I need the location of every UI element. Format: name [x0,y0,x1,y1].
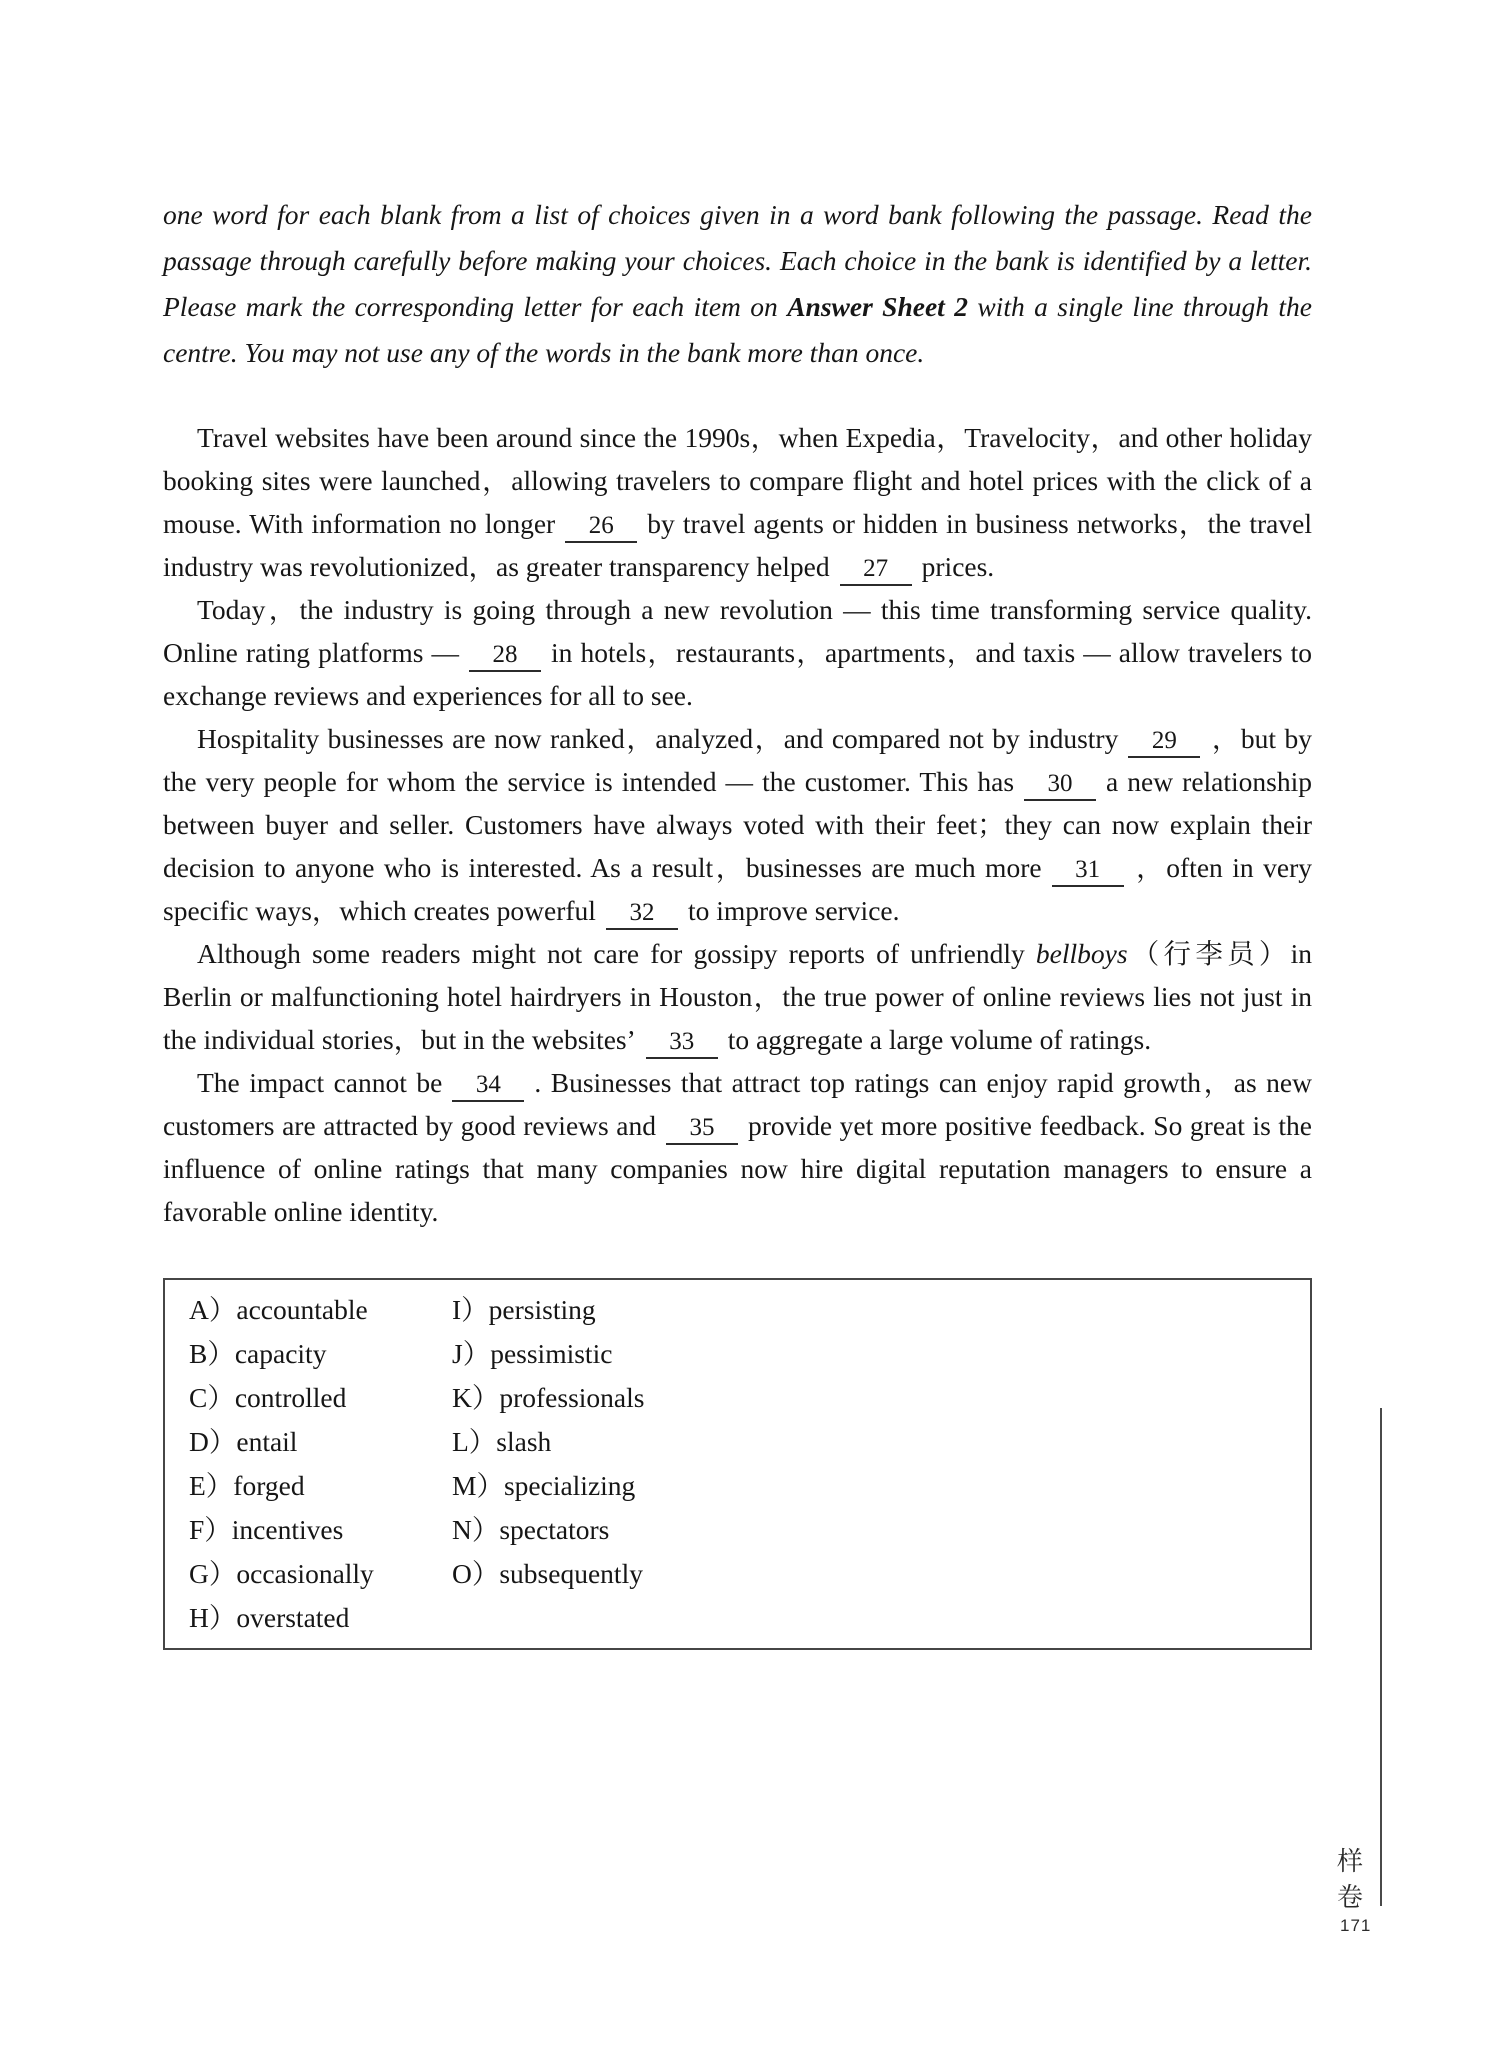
passage-text: Although some readers might not care for gossipy reports of unfriendly [197,938,1036,969]
instructions-text-after: with a single line through the centre. You may not use any of the words in the bank more than once. [163,291,1313,368]
passage-paragraph [163,717,1312,932]
passage-text: Travel websites have been around since the 1990s，when Expedia，Travelocity，and other holiday booking sites were launched，allowing travelers to compare flight and hotel prices with the click of a mouse. With information no longer [163,422,1312,539]
blank-28: 28 [469,640,541,672]
word-bank-item-H: H）overstated [189,1602,350,1633]
word-bank-item-M: M）specializing [452,1470,636,1501]
word-bank-item-J: J）pessimistic [452,1338,613,1369]
word-bank-item-G: G）occasionally [189,1558,374,1589]
passage-text: Today，the industry is going through a new revolution — this time transforming service quality. Online rating platforms — [163,594,1312,668]
passage-text: in hotels，restaurants，apartments，and taxis — allow travelers to exchange reviews and experiences for all to see. [163,637,1312,711]
passage-text: a new relationship between buyer and seller. Customers have always voted with their feet；they can now explain their decision to anyone who is interested. As a result，businesses are much more [163,766,1313,883]
passage-paragraph [163,932,1312,1061]
word-bank-item-C: C）controlled [189,1382,347,1413]
passage-text: provide yet more positive feedback. So great is the influence of online ratings that many companies now hire digital reputation managers to ensure a favorable online identity. [163,1110,1312,1227]
blank-29: 29 [1128,726,1200,758]
word-bank-item-D: D）entail [189,1426,298,1457]
word-bank-box [163,1278,1312,1650]
margin-label-char: 卷 [1336,1883,1363,1912]
answer-sheet-reference: Answer Sheet 2 [787,291,968,322]
passage-text: ，but by the very people for whom the service is intended — the customer. This has [163,723,1312,797]
passage-paragraph [163,588,1312,717]
blank-30: 30 [1024,769,1096,801]
margin-rule [1380,1408,1382,1906]
word-bank-column [189,1288,452,1640]
passage-text: ，often in very specific ways，which creates powerful [163,852,1312,926]
blank-34: 34 [452,1070,524,1102]
word-bank-item-I: I）persisting [452,1294,596,1325]
passage-text: to improve service. [687,895,900,926]
passage-text: . Businesses that attract top ratings can enjoy rapid growth，as new customers are attracted by good reviews and [163,1067,1312,1141]
word-bank-item-O: O）subsequently [452,1558,643,1589]
blank-26: 26 [565,511,637,543]
passage-text: Hospitality businesses are now ranked，analyzed，and compared not by industry [197,723,1119,754]
sample-paper-label [1332,1844,1368,1916]
passage-text: to aggregate a large volume of ratings. [727,1024,1152,1055]
passage-text: （行李员）in Berlin or malfunctioning hotel hairdryers in Houston，the true power of online reviews lies not just in the individual stories，but in the websites’ [163,938,1313,1055]
blank-32: 32 [606,898,678,930]
content-column [163,192,1312,1650]
passage-paragraph [163,416,1312,588]
italic-term: bellboys [1035,938,1128,969]
blank-35: 35 [666,1113,738,1145]
page-number: 171 [1340,1916,1372,1935]
word-bank-item-E: E）forged [189,1470,305,1501]
blank-33: 33 [646,1027,718,1059]
passage-paragraph [163,1061,1312,1233]
blank-27: 27 [840,554,912,586]
word-bank-column [452,1288,644,1640]
blank-31: 31 [1052,855,1124,887]
word-bank-item-K: K）professionals [452,1382,645,1413]
passage-text: The impact cannot be [197,1067,443,1098]
word-bank-item-B: B）capacity [189,1338,327,1369]
word-bank-item-A: A）accountable [189,1294,368,1325]
instructions-paragraph [163,192,1312,376]
passage-text: prices. [921,551,995,582]
word-bank-item-L: L）slash [452,1426,552,1457]
instructions-text-before: one word for each blank from a list of choices given in a word bank following the passage. Read the passage through carefully before making your choices. Each choice in the bank is identified by a letter. Please mark the corresponding letter for each item on [163,199,1312,322]
passage [163,416,1312,1233]
margin-label-char: 样 [1336,1847,1363,1876]
word-bank-item-N: N）spectators [452,1514,610,1545]
word-bank-item-F: F）incentives [189,1514,344,1545]
passage-text: by travel agents or hidden in business networks，the travel industry was revolutionized，as greater transparency helped [163,508,1312,582]
